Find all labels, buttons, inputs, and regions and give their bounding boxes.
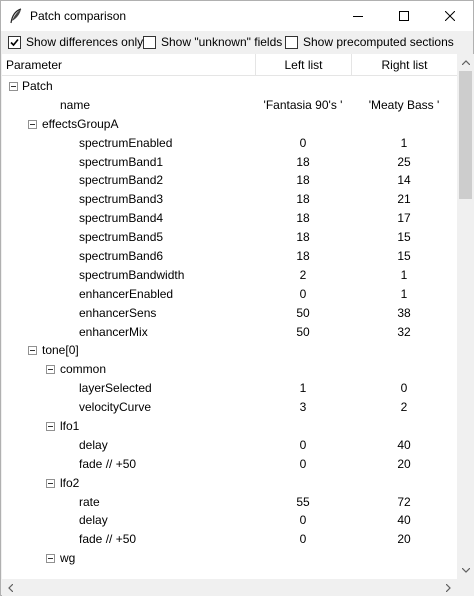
close-button[interactable] [427,1,473,31]
parameter-name: spectrumBand3 [79,192,164,207]
left-value: 'Fantasia 90's ' [263,97,343,112]
tree-row[interactable] [2,134,457,153]
left-value: 18 [296,154,310,169]
tree-row[interactable] [2,511,457,530]
comparison-tree[interactable] [2,54,457,579]
title-bar[interactable] [1,1,473,31]
right-value: 15 [397,249,411,264]
parameter-name: delay [79,437,108,452]
right-value: 21 [397,192,411,207]
checkbox-label: Show precomputed sections [303,35,454,49]
show-unknown-fields-checkbox[interactable] [143,35,282,49]
parameter-name: common [60,362,107,377]
left-value: 50 [296,305,310,320]
right-value: 1 [400,267,408,282]
scroll-up-arrow-icon[interactable] [457,54,474,71]
parameter-name: rate [79,494,100,509]
scroll-down-arrow-icon[interactable] [457,562,474,579]
parameter-name: spectrumBand4 [79,211,164,226]
left-value: 0 [299,135,307,150]
parameter-name: wg [60,551,76,566]
right-value: 17 [397,211,411,226]
left-value: 0 [299,286,307,301]
parameter-name: enhancerSens [79,305,157,320]
right-value: 32 [397,324,411,339]
options-bar [1,31,473,53]
tree-group-row[interactable] [2,77,457,96]
parameter-name: spectrumBandwidth [79,267,185,282]
tree-row[interactable] [2,323,457,342]
scroll-right-arrow-icon[interactable] [440,579,457,596]
minimize-button[interactable] [335,1,381,31]
right-value: 20 [397,532,411,547]
maximize-button[interactable] [381,1,427,31]
parameter-name: delay [79,513,108,528]
parameter-name: enhancerEnabled [79,286,174,301]
parameter-name: spectrumBand2 [79,173,164,188]
right-value: 14 [397,173,411,188]
collapse-toggle-icon[interactable] [28,346,37,355]
parameter-name: spectrumBand6 [79,249,164,264]
checkbox-box[interactable] [285,36,298,49]
parameter-name: lfo2 [60,475,80,490]
tree-rows [2,77,457,568]
column-header-parameter[interactable]: Parameter [6,58,63,72]
parameter-name: spectrumBand5 [79,230,164,245]
left-value: 3 [299,400,307,415]
tree-row[interactable] [2,209,457,228]
right-value: 20 [397,456,411,471]
collapse-toggle-icon[interactable] [46,365,55,374]
tree-group-row[interactable] [2,360,457,379]
parameter-name: Patch [22,79,53,93]
collapse-toggle-icon[interactable] [28,120,37,129]
left-value: 50 [296,324,310,339]
parameter-name: velocityCurve [79,400,152,415]
tree-group-row[interactable] [2,474,457,493]
collapse-toggle-icon[interactable] [46,479,55,488]
right-value: 1 [400,286,408,301]
parameter-name: name [60,97,91,112]
collapse-toggle-icon[interactable] [46,422,55,431]
left-value: 18 [296,211,310,226]
tree-group-row[interactable] [2,115,457,134]
parameter-name: effectsGroupA [42,116,119,131]
right-value: 40 [397,513,411,528]
checkbox-box[interactable] [143,36,156,49]
scroll-left-arrow-icon[interactable] [2,579,19,596]
show-precomputed-sections-checkbox[interactable] [285,35,454,49]
left-value: 1 [299,381,307,396]
left-value: 0 [299,456,307,471]
checkbox-label: Show differences only [26,35,144,49]
left-value: 55 [296,494,310,509]
tree-row[interactable] [2,493,457,512]
checkbox-label: Show "unknown" fields [161,35,283,49]
tree-row[interactable] [2,171,457,190]
right-value: 25 [397,154,411,169]
right-value: 2 [400,400,408,415]
parameter-name: fade // +50 [79,532,137,547]
right-value: 'Meaty Bass ' [368,97,440,112]
parameter-name: layerSelected [79,381,152,396]
left-value: 0 [299,513,307,528]
tree-row[interactable] [2,398,457,417]
tree-row[interactable] [2,266,457,285]
tree-row[interactable] [2,530,457,549]
tree-row[interactable] [2,436,457,455]
right-value: 0 [400,381,408,396]
column-header-right-list[interactable]: Right list [351,54,457,76]
left-value: 0 [299,532,307,547]
tree-row[interactable] [2,379,457,398]
parameter-name: lfo1 [60,419,80,434]
parameter-name: spectrumBand1 [79,154,164,169]
tree-group-row[interactable] [2,417,457,436]
feather-icon [9,8,23,24]
right-value: 72 [397,494,411,509]
tree-header [2,54,457,76]
right-value: 38 [397,305,411,320]
vertical-scrollbar[interactable] [457,54,474,579]
parameter-name: enhancerMix [79,324,148,339]
tree-row[interactable] [2,247,457,266]
tree-row[interactable] [2,190,457,209]
tree-row[interactable] [2,228,457,247]
parameter-name: spectrumEnabled [79,135,173,150]
checkbox-box[interactable] [8,36,21,49]
collapse-toggle-icon[interactable] [9,82,18,91]
left-value: 18 [296,192,310,207]
parameter-name: tone[0] [42,343,79,358]
tree-group-row[interactable] [2,341,457,360]
show-differences-only-checkbox[interactable] [8,35,143,49]
scrollbar-corner [457,579,474,596]
right-value: 1 [400,135,408,150]
left-value: 0 [299,437,307,452]
tree-row[interactable] [2,304,457,323]
tree-row[interactable] [2,153,457,172]
right-value: 40 [397,437,411,452]
left-value: 18 [296,249,310,264]
window-title: Patch comparison [30,9,127,23]
left-value: 2 [299,267,307,282]
column-header-left-list[interactable]: Left list [255,54,351,76]
left-value: 18 [296,173,310,188]
tree-group-row[interactable] [2,549,457,568]
left-value: 18 [296,230,310,245]
right-value: 15 [397,230,411,245]
parameter-name: fade // +50 [79,456,137,471]
horizontal-scrollbar[interactable] [2,579,457,596]
tree-row[interactable] [2,96,457,115]
tree-row[interactable] [2,455,457,474]
collapse-toggle-icon[interactable] [46,554,55,563]
vertical-scroll-thumb[interactable] [459,71,472,199]
tree-row[interactable] [2,285,457,304]
